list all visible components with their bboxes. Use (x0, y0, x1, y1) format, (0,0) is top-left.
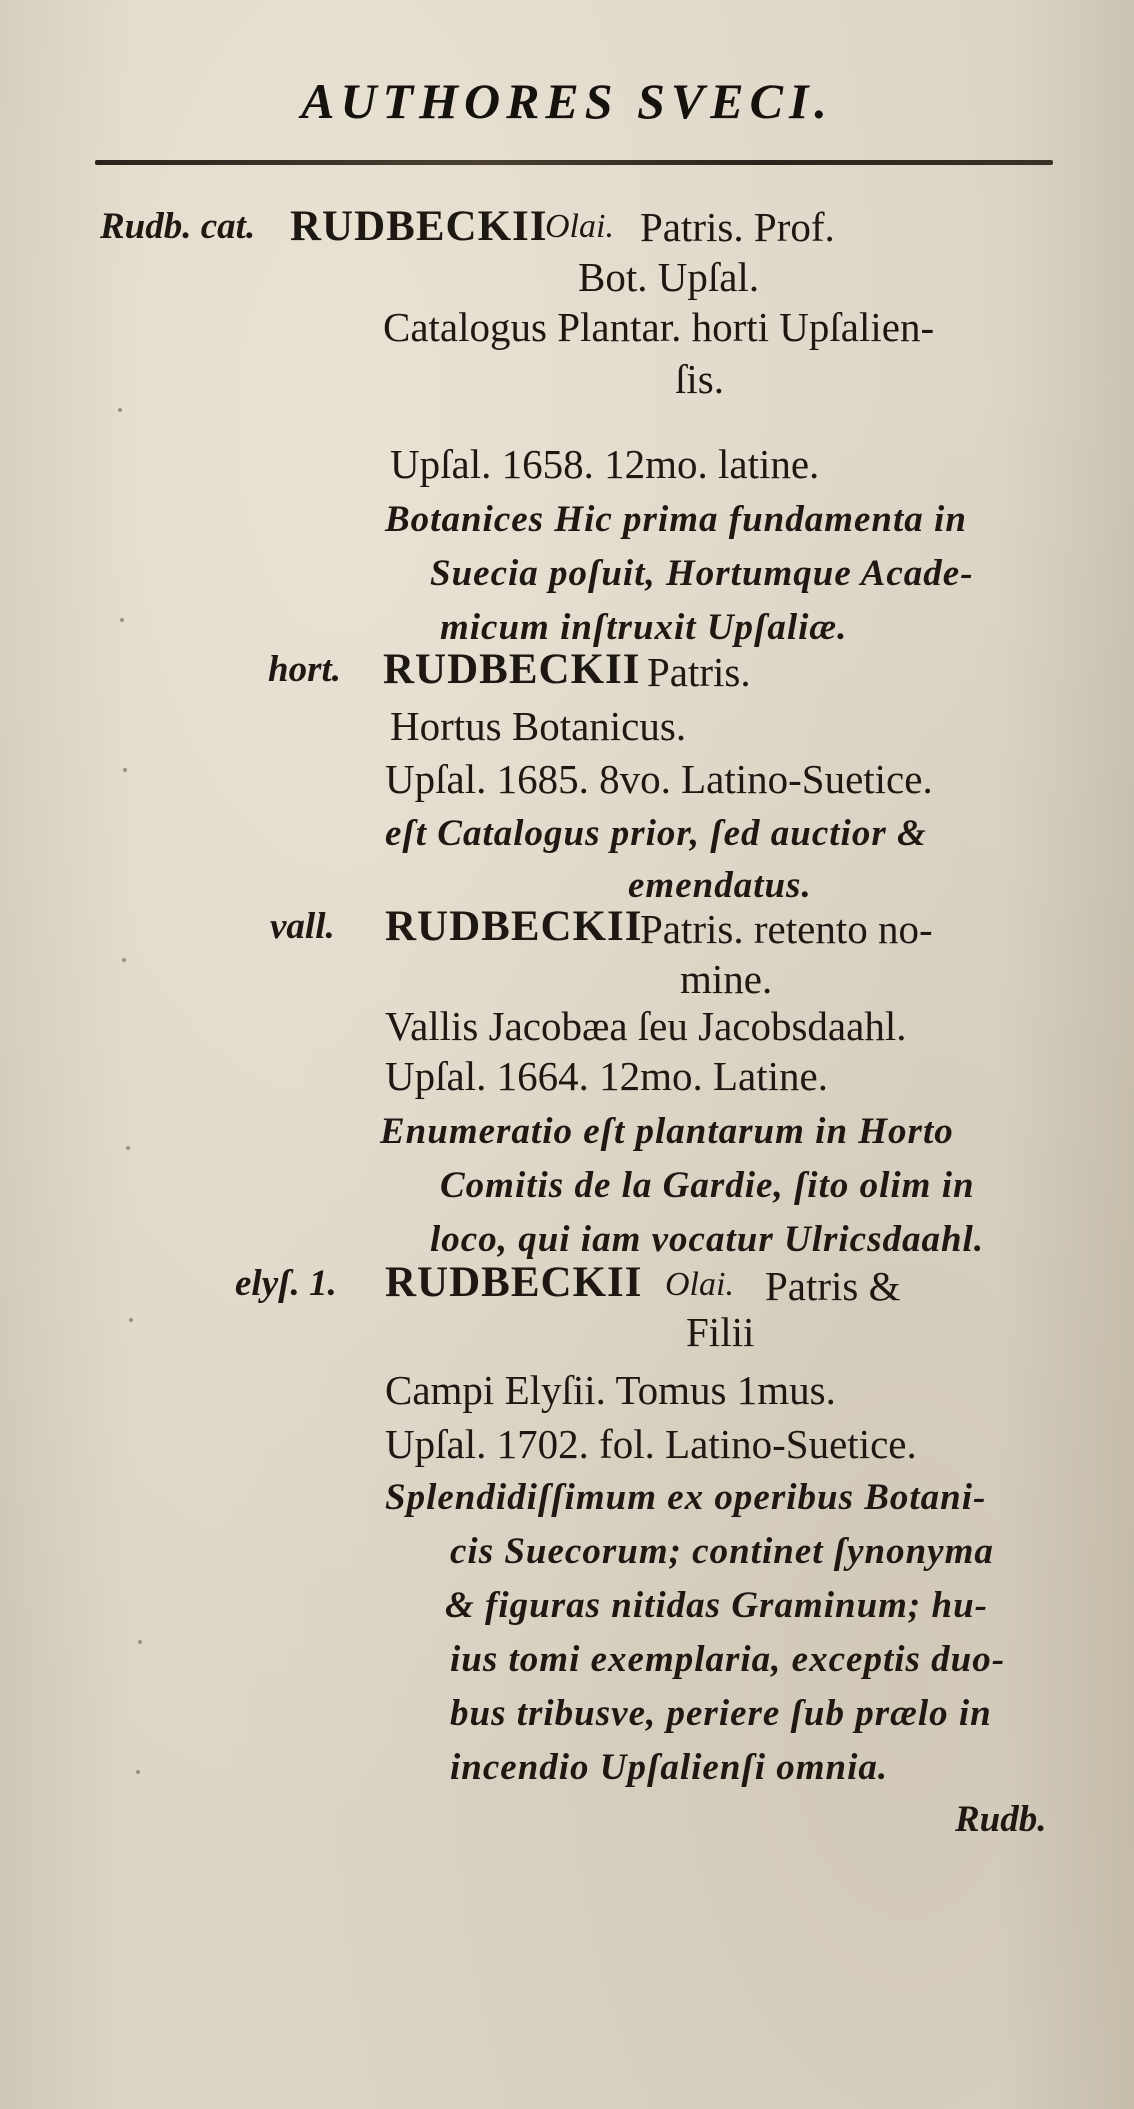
paper-speck (118, 408, 122, 412)
entry-line: Filii (686, 1309, 755, 1355)
author-name: RUDBECKII (385, 903, 643, 950)
entry-line: ſis. (675, 356, 724, 402)
entry-line: Upſal. 1685. 8vo. Latino-Suetice. (385, 756, 933, 802)
entry-note: Splendidiſſimum ex operibus Botani- (385, 1477, 987, 1518)
entry-line: Catalogus Plantar. horti Upſalien- (383, 304, 935, 350)
paper-speck (122, 958, 126, 962)
entry-note: Enumeratio eſt plantarum in Horto (380, 1111, 954, 1152)
paper-speck (123, 768, 127, 772)
entry-note: cis Suecorum; continet ſynonyma (450, 1531, 994, 1572)
entry-key: Rudb. cat. (100, 206, 256, 247)
entry-line: Hortus Botanicus. (390, 703, 687, 749)
entry-note: & figuras nitidas Graminum; hu- (445, 1585, 988, 1626)
entry-key: vall. (270, 906, 335, 947)
entry-note: emendatus. (628, 865, 812, 906)
paper-speck (136, 1770, 140, 1774)
author-forename: Olai. (665, 1266, 734, 1303)
entry-line: Campi Elyſii. Tomus 1mus. (385, 1367, 836, 1413)
entry-line: mine. (680, 956, 773, 1002)
header-rule (95, 160, 1053, 165)
entry-note: Comitis de la Gardie, ſito olim in (440, 1165, 975, 1206)
entry-note: incendio Upſalienſi omnia. (450, 1747, 889, 1788)
entry-note: micum inſtruxit Upſaliæ. (440, 607, 848, 648)
catchword: Rudb. (955, 1799, 1047, 1840)
author-name: RUDBECKII (385, 1259, 643, 1306)
entry-line: Upſal. 1702. fol. Latino-Suetice. (385, 1421, 917, 1467)
entry-line: Vallis Jacobæa ſeu Jacobsdaahl. (385, 1003, 907, 1049)
entry-note: Suecia poſuit, Hortumque Acade- (430, 553, 974, 594)
paper-speck (120, 618, 124, 622)
author-descriptor: Patris. Prof. (640, 204, 835, 250)
running-header: AUTHORES SVECI. (301, 73, 833, 129)
entry-note: Botanices Hic prima fundamenta in (385, 499, 967, 540)
author-name: RUDBECKII (290, 203, 548, 250)
paper-speck (129, 1318, 133, 1322)
entry-key: elyſ. 1. (235, 1263, 337, 1304)
entry-note: loco, qui iam vocatur Ulricsdaahl. (430, 1219, 985, 1260)
entry-note: ius tomi exemplaria, exceptis duo- (450, 1639, 1006, 1680)
entry-line: Upſal. 1658. 12mo. latine. (390, 441, 820, 487)
author-descriptor: Patris. (647, 649, 751, 695)
entry-note: eſt Catalogus prior, ſed auctior & (385, 813, 927, 854)
entry-note: bus tribusve, periere ſub prælo in (450, 1693, 992, 1734)
paper-speck (138, 1640, 142, 1644)
author-descriptor: Patris & (765, 1263, 901, 1309)
author-descriptor: Patris. retento no- (640, 906, 933, 952)
entry-line: Bot. Upſal. (578, 254, 760, 300)
author-name: RUDBECKII (383, 646, 641, 693)
entry-key: hort. (268, 649, 342, 690)
entry-line: Upſal. 1664. 12mo. Latine. (385, 1053, 828, 1099)
paper-speck (126, 1146, 130, 1150)
author-forename: Olai. (545, 208, 614, 245)
